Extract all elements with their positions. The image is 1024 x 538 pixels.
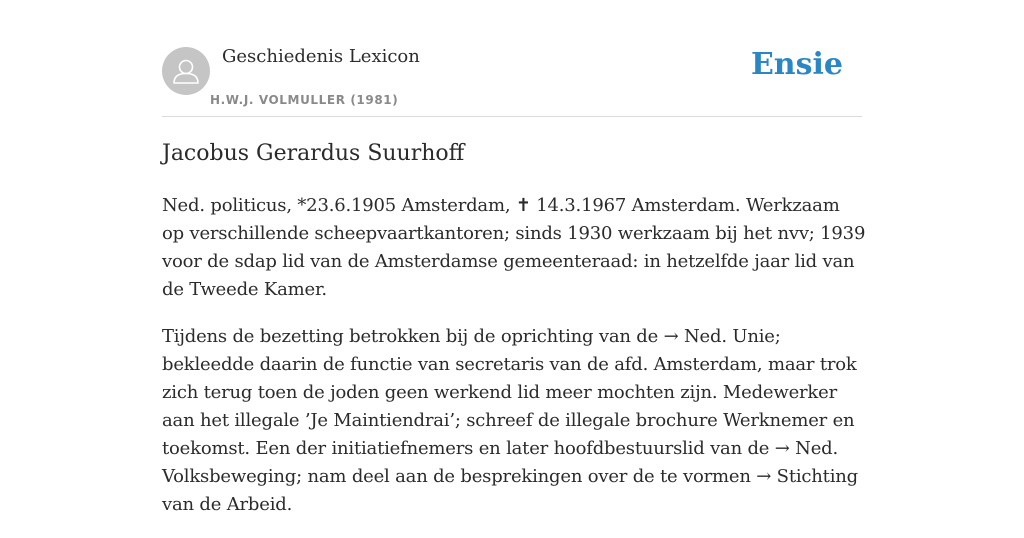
entry-card [162, 0, 866, 515]
source-author: H.W.J. VOLMULLER (1981) [210, 93, 399, 107]
paragraph-text: ; bekleedde daarin de functie van secretaris van de afd. Amsterdam, maar trok zich terug toen de joden geen werkend lid meer mochten zijn. Medewerker aan het illegale ’Je Maintiendrai’; schreef de illegale brochure Werknemer en toekomst. Een der initiatiefnemers en later hoofdbestuurslid van de [162, 326, 857, 459]
paragraph-text: ; nam deel aan de besprekingen over de te vormen [296, 466, 757, 487]
paragraph-text: . [286, 494, 293, 515]
cross-reference-link[interactable]: → Stichting van de Arbeid [162, 466, 858, 515]
entry-header [162, 0, 862, 117]
source-title[interactable]: Geschiedenis Lexicon [222, 46, 420, 67]
page-title: Jacobus Gerardus Suurhoff [162, 141, 465, 166]
entry-paragraph [162, 323, 866, 519]
entry-paragraph [162, 192, 866, 304]
cross-reference-link[interactable]: → Ned. Volksbeweging [162, 438, 839, 487]
author-avatar[interactable] [162, 47, 210, 95]
user-icon [162, 47, 210, 95]
brand-logo[interactable]: Ensie [750, 47, 843, 82]
cross-reference-link[interactable]: → Ned. Unie [663, 326, 775, 347]
paragraph-text: Tijdens de bezetting betrokken bij de oprichting van de [162, 326, 664, 347]
paragraph-text: Ned. politicus, *23.6.1905 Amsterdam, ✝ 14.3.1967 Amsterdam. Werkzaam op verschillende scheepvaartkantoren; sinds 1930 werkzaam bij het nvv; 1939 voor de sdap lid van de Amsterdamse gemeenteraad: in hetzelfde jaar lid van de Tweede Kamer. [162, 195, 866, 300]
entry-body [162, 192, 866, 538]
